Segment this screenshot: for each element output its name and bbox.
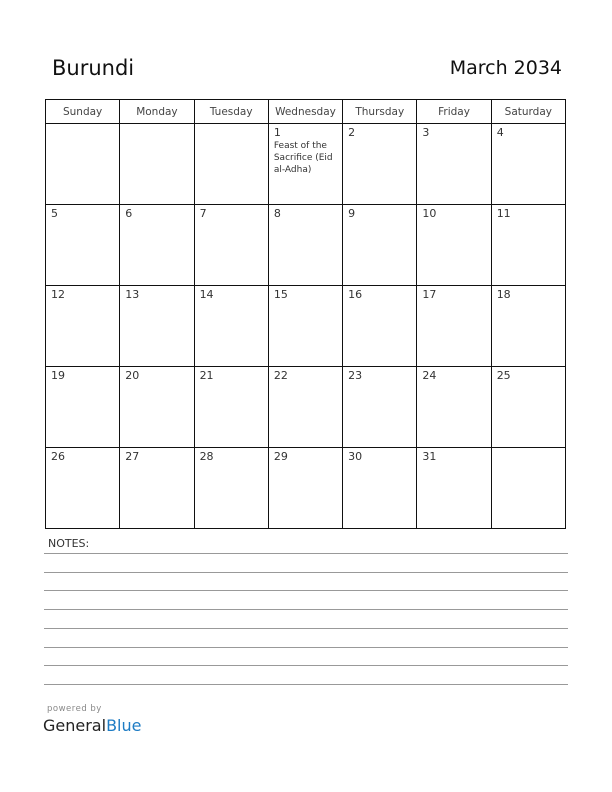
generalblue-logo [43,716,141,735]
day-number: 15 [273,288,288,301]
weekday-friday: Friday [417,100,491,124]
weekday-saturday: Saturday [491,100,565,124]
weekday-sunday: Sunday [46,100,120,124]
day-cell [46,448,120,529]
week-row [46,205,566,286]
day-cell [417,367,491,448]
note-line [44,665,568,666]
day-number: 22 [273,369,288,382]
day-cell [194,286,268,367]
day-cell [268,367,342,448]
note-line [44,553,568,554]
day-number: 6 [125,207,133,220]
country-title: Burundi [52,56,135,80]
week-row [46,286,566,367]
day-cell [120,205,194,286]
note-line [44,684,568,685]
weekday-wednesday: Wednesday [268,100,342,124]
day-cell [491,367,565,448]
day-number: 10 [422,207,437,220]
day-cell [120,124,194,205]
day-cell [194,367,268,448]
day-cell [343,448,417,529]
day-cell [268,124,342,205]
day-number: 5 [51,207,58,220]
day-cell [194,448,268,529]
day-cell [343,367,417,448]
day-cell [343,124,417,205]
logo-blue: Blue [106,716,142,735]
day-number: 7 [199,207,207,220]
week-row [46,367,566,448]
note-line [44,572,568,573]
day-cell [268,448,342,529]
powered-by-text: powered by [47,704,102,714]
weekday-thursday: Thursday [343,100,417,124]
logo-general: General [43,716,107,735]
day-number: 30 [348,450,363,463]
week-row [46,124,566,205]
day-number: 2 [348,126,356,139]
day-cell [491,286,565,367]
day-cell [417,286,491,367]
day-number: 14 [199,288,214,301]
day-cell [343,205,417,286]
day-cell [120,367,194,448]
day-number: 23 [348,369,363,382]
calendar-grid [45,99,566,529]
day-cell [120,448,194,529]
day-number: 13 [125,288,140,301]
day-cell [46,205,120,286]
day-cell [120,286,194,367]
month-year-title: March 2034 [449,57,562,79]
day-number: 16 [348,288,363,301]
day-number: 17 [422,288,437,301]
day-number: 1 [273,126,281,139]
day-number: 9 [348,207,356,220]
weekday-header-row [46,100,566,124]
notes-label: NOTES: [48,537,90,550]
holiday-label: Feast of the Sacrifice (Eid al-Adha) [273,141,333,175]
day-cell [194,205,268,286]
day-number: 11 [496,207,511,220]
day-cell [491,205,565,286]
day-cell [491,124,565,205]
day-cell [194,124,268,205]
day-number: 3 [422,126,430,139]
day-cell [268,205,342,286]
day-cell [417,205,491,286]
day-number: 25 [496,369,511,382]
day-cell [46,124,120,205]
day-number: 31 [422,450,437,463]
day-number: 8 [273,207,281,220]
day-number: 20 [125,369,140,382]
day-number: 27 [125,450,140,463]
day-number: 19 [51,369,65,382]
day-number: 26 [51,450,65,463]
weekday-monday: Monday [120,100,194,124]
week-row [46,448,566,529]
note-line [44,609,568,610]
day-number: 4 [496,126,504,139]
day-number: 18 [496,288,511,301]
note-line [44,628,568,629]
weekday-tuesday: Tuesday [194,100,268,124]
day-number: 21 [199,369,214,382]
note-line [44,647,568,648]
day-number: 12 [51,288,65,301]
day-number: 28 [199,450,214,463]
note-line [44,590,568,591]
day-cell [417,124,491,205]
day-cell [268,286,342,367]
day-cell [343,286,417,367]
day-cell [46,367,120,448]
day-cell [491,448,565,529]
day-cell [417,448,491,529]
day-number: 24 [422,369,437,382]
day-number: 29 [273,450,288,463]
day-cell [46,286,120,367]
